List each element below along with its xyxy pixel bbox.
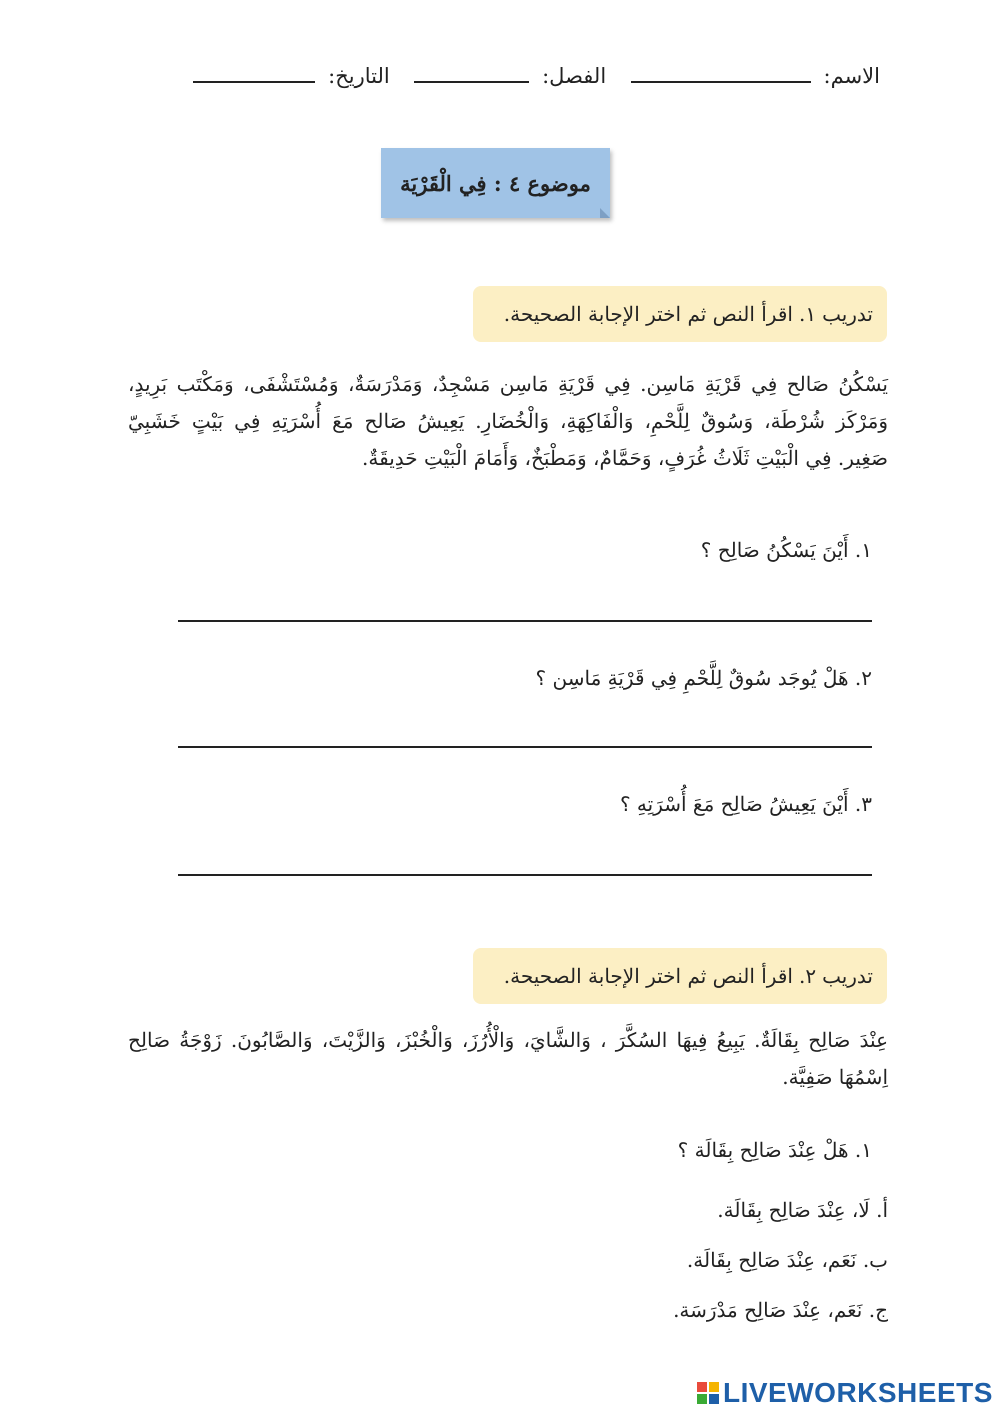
- exercise-1-question-3: ٣. أَيْنَ يَعِيشُ صَالِح مَعَ أُسْرَتِهِ ؟: [619, 792, 872, 816]
- answer-line-2[interactable]: [178, 746, 872, 748]
- exercise-2-passage: عِنْدَ صَالِح بِقَالَةٌ. يَبِيعُ فِيهَا السُكَّرَ ، وَالشَّايَ، وَالْأُرُزَ، وَالْخُبْزَ، وَالزَّيْتَ، وَالصَّابُونَ. زَوْجَةُ صَالِح اِسْمُهَا صَفِيَّة.: [128, 1028, 888, 1089]
- exercise-1-question-2: ٢. هَلْ يُوجَد سُوقٌ لِلَّحْمِ فِي قَرْيَةِ مَاسِن ؟: [535, 666, 872, 690]
- watermark-text: LIVEWORKSHEETS: [723, 1377, 993, 1408]
- answer-line-3[interactable]: [178, 874, 872, 876]
- name-field[interactable]: [631, 64, 880, 88]
- date-blank[interactable]: [193, 71, 315, 83]
- option-b[interactable]: ب. نَعَم، عِنْدَ صَالِح بِقَالَة.: [686, 1248, 888, 1272]
- class-field[interactable]: [414, 64, 606, 88]
- exercise-1-instruction: اقرأ النص ثم اختر الإجابة الصحيحة.: [503, 302, 793, 326]
- name-blank[interactable]: [631, 71, 811, 83]
- exercise-1-passage: يَسْكُنُ صَالح فِي قَرْيَةِ مَاسِن. فِي قَرْيَةِ مَاسِن مَسْجِدٌ، وَمَدْرَسَةٌ، وَمُسْتَشْفَى، وَمَكْتَب بَرِيدٍ، وَمَرْكَز شُرْطَة، وَسُوقٌ لِلَّحْمِ، وَالْفَاكِهَةِ، وَالْخُضَارِ. يَعِيشُ صَالح مَعَ أُسْرَتِهِ فِي بَيْتٍ خَشَبِيّ صَغِير. فِي الْبَيْتِ ثَلَاثُ غُرَفٍ، وَحَمَّامٌ، وَمَطْبَخٌ، وَأَمَامَ الْبَيْتِ حَدِيقَةٌ.: [128, 372, 888, 470]
- topic-title: موضوع ٤ : فِي الْقَرْيَة: [400, 170, 591, 196]
- option-c[interactable]: ج. نَعَم، عِنْدَ صَالِح مَدْرَسَة.: [673, 1298, 888, 1322]
- exercise-1-banner: [473, 286, 887, 342]
- class-blank[interactable]: [414, 71, 529, 83]
- topic-banner: [381, 148, 610, 218]
- liveworksheets-logo-icon: [697, 1382, 719, 1404]
- exercise-2-banner: [473, 948, 887, 1004]
- student-info-header: [175, 64, 880, 88]
- exercise-1-label: تدريب: [822, 302, 873, 326]
- name-label: الاسم:: [823, 64, 880, 88]
- exercise-2-instruction: اقرأ النص ثم اختر الإجابة الصحيحة.: [503, 964, 793, 988]
- banner-fold: [600, 208, 610, 218]
- exercise-1-number: ١.: [798, 302, 817, 326]
- option-a[interactable]: أ. لَا، عِنْدَ صَالِح بِقَالَة.: [717, 1198, 888, 1222]
- exercise-2-label: تدريب: [822, 964, 873, 988]
- answer-line-1[interactable]: [178, 620, 872, 622]
- liveworksheets-watermark: [697, 1377, 993, 1409]
- class-label: الفصل:: [542, 64, 607, 88]
- exercise-2-number: ٢.: [798, 964, 817, 988]
- exercise-2-question-1: ١. هَلْ عِنْدَ صَالِح بِقَالَة ؟: [677, 1138, 872, 1162]
- date-field[interactable]: [193, 64, 389, 88]
- exercise-1-question-1: ١. أَيْنَ يَسْكُنُ صَالِح ؟: [700, 538, 872, 562]
- date-label: التاريخ:: [328, 64, 390, 88]
